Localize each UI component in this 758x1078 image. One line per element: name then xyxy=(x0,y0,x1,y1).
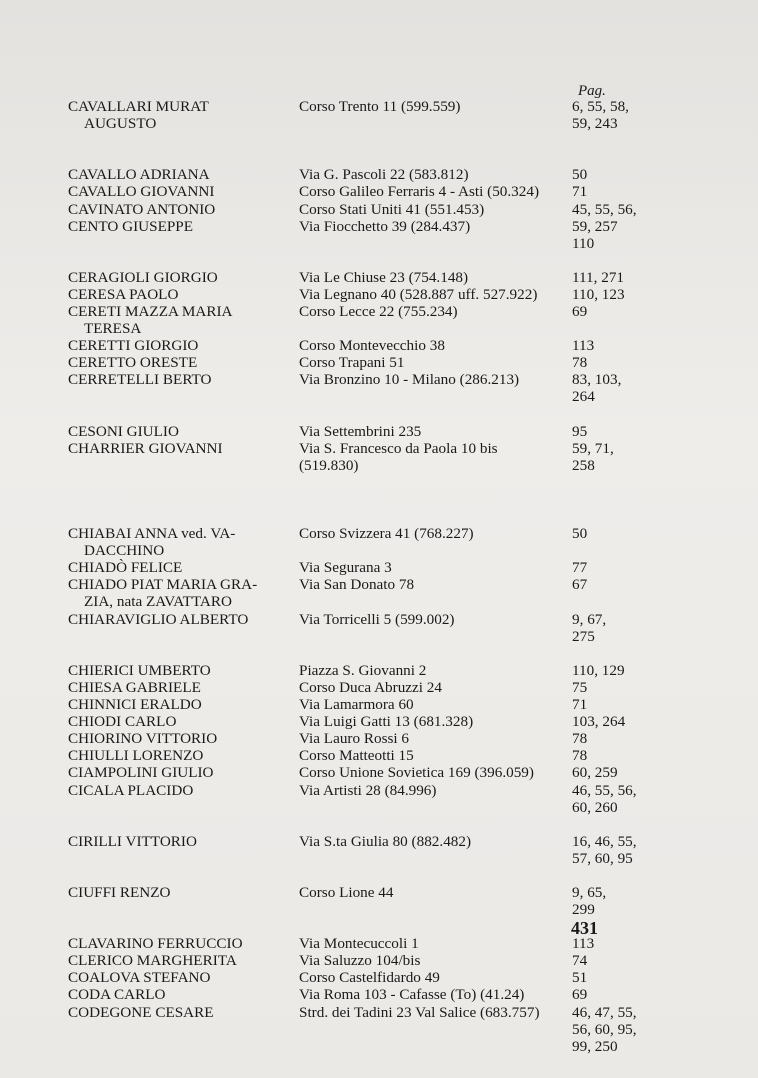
entry-name xyxy=(68,969,293,986)
entry-address xyxy=(299,166,571,183)
entry-pages xyxy=(572,559,652,576)
entry-address-line: Corso Castelfidardo 49 xyxy=(299,969,440,987)
entry-pages xyxy=(572,696,652,713)
entry-name-line: CHINNICI ERALDO xyxy=(68,696,202,713)
entry-address-line: Corso Montevecchio 38 xyxy=(299,337,445,355)
entry-pages-line: 110 xyxy=(572,234,595,252)
index-entry xyxy=(0,269,758,286)
entry-pages xyxy=(572,303,652,320)
entry-pages xyxy=(572,423,652,440)
entry-address xyxy=(299,935,571,952)
entry-address xyxy=(299,218,571,235)
entry-name xyxy=(68,166,293,183)
index-entry xyxy=(0,337,758,354)
entry-pages xyxy=(572,354,652,371)
entry-address-line: Corso Trento 11 (599.559) xyxy=(299,98,461,115)
entry-pages-line: 78 xyxy=(572,354,588,372)
entry-pages xyxy=(572,969,652,986)
entry-address xyxy=(299,423,571,440)
entry-pages-line: 103, 264 xyxy=(572,713,626,731)
entry-name-line: CENTO GIUSEPPE xyxy=(68,217,194,235)
entry-name-line: CHIERICI UMBERTO xyxy=(68,661,211,679)
index-entry xyxy=(0,183,758,200)
entry-name-line: CIRILLI VITTORIO xyxy=(68,832,197,850)
entry-address-line: Via Artisti 28 (84.996) xyxy=(299,781,437,799)
entry-name-line: CIAMPOLINI GIULIO xyxy=(68,764,214,782)
entry-address-line: Via Bronzino 10 - Milano (286.213) xyxy=(299,371,520,389)
entry-address-line: Corso Stati Uniti 41 (551.453) xyxy=(299,200,485,218)
index-entry xyxy=(0,303,758,337)
entry-address-line: Via Segurana 3 xyxy=(299,559,392,577)
entry-address-line: Corso Unione Sovietica 169 (396.059) xyxy=(299,764,534,782)
index-entry xyxy=(0,286,758,303)
entry-address xyxy=(299,354,571,371)
entry-name-line: CHIABAI ANNA ved. VA- xyxy=(68,525,236,543)
entry-address xyxy=(299,559,571,576)
entry-address-line: Corso Lione 44 xyxy=(299,883,394,901)
entry-pages-line: 67 xyxy=(572,576,588,594)
entry-address xyxy=(299,696,571,713)
entry-address-line: Corso Svizzera 41 (768.227) xyxy=(299,525,474,543)
entry-address xyxy=(299,440,571,474)
index-entry xyxy=(0,662,758,679)
entry-address xyxy=(299,952,571,969)
entry-name-line: ZIA, nata ZAVATTARO xyxy=(84,593,232,611)
entry-pages-line: 113 xyxy=(572,935,595,953)
entry-name-line: CHIADÒ FELICE xyxy=(68,559,183,577)
entry-address-line: Via Lauro Rossi 6 xyxy=(299,730,410,748)
entry-pages-line: 77 xyxy=(572,559,588,577)
entry-pages-line: 75 xyxy=(572,678,588,696)
entry-address-line: Corso Trapani 51 xyxy=(299,354,405,372)
entry-pages xyxy=(572,764,652,781)
entry-name-line: CLAVARINO FERRUCCIO xyxy=(68,935,243,953)
entry-pages xyxy=(572,611,652,645)
entry-pages xyxy=(572,337,652,354)
entry-address xyxy=(299,713,571,730)
index-entry xyxy=(0,166,758,183)
entry-address-line: Via Montecuccoli 1 xyxy=(299,935,419,953)
entry-pages-line: 95 xyxy=(572,422,588,440)
entry-address xyxy=(299,269,571,286)
entry-name xyxy=(68,986,293,1003)
entry-name-line: CICALA PLACIDO xyxy=(68,781,194,799)
entry-address xyxy=(299,337,571,354)
entry-address xyxy=(299,303,571,320)
entry-address-line: Corso Matteotti 15 xyxy=(299,747,414,765)
index-entry xyxy=(0,611,758,645)
entry-address xyxy=(299,986,571,1003)
entry-pages xyxy=(572,679,652,696)
entry-address-line: Via San Donato 78 xyxy=(299,576,415,594)
entry-name-line: CHIARAVIGLIO ALBERTO xyxy=(68,610,249,628)
entry-name xyxy=(68,730,293,747)
entry-address xyxy=(299,833,571,850)
entry-pages-line: 56, 60, 95, xyxy=(572,1020,637,1038)
entry-address-line: Corso Duca Abruzzi 24 xyxy=(299,678,442,696)
entry-address xyxy=(299,525,571,542)
entry-address xyxy=(299,98,571,115)
entry-name-line: CODA CARLO xyxy=(68,986,166,1004)
entry-name-line: CLERICO MARGHERITA xyxy=(68,952,237,970)
entry-name xyxy=(68,183,293,200)
entry-name-line: CERAGIOLI GIORGIO xyxy=(68,268,218,286)
page-number: 431 xyxy=(571,918,598,938)
entry-pages xyxy=(572,986,652,1003)
entry-pages-line: 57, 60, 95 xyxy=(572,849,633,867)
entry-pages-line: 59, 71, xyxy=(572,439,614,457)
index-entry xyxy=(0,747,758,764)
entry-name xyxy=(68,286,293,303)
entry-name-line: CAVALLO GIOVANNI xyxy=(68,183,215,201)
entry-name xyxy=(68,201,293,218)
index-entry xyxy=(0,559,758,576)
entry-address xyxy=(299,183,571,200)
entry-address-line: Corso Galileo Ferraris 4 - Asti (50.324) xyxy=(299,183,540,201)
index-entry xyxy=(0,764,758,781)
entry-address-line: Via Torricelli 5 (599.002) xyxy=(299,610,455,628)
index-entry xyxy=(0,576,758,610)
entry-name-line: CHIULLI LORENZO xyxy=(68,747,204,765)
entry-address-line: Via Luigi Gatti 13 (681.328) xyxy=(299,713,474,731)
entry-name xyxy=(68,696,293,713)
entry-name-line: CESONI GIULIO xyxy=(68,422,179,440)
entry-pages xyxy=(572,662,652,679)
index-entry xyxy=(0,696,758,713)
entry-pages xyxy=(572,166,652,183)
entry-name-line: CERESA PAOLO xyxy=(68,285,179,303)
entry-name xyxy=(68,747,293,764)
entry-address-line: Via Saluzzo 104/bis xyxy=(299,952,421,970)
index-entry xyxy=(0,782,758,816)
entry-address-line: Piazza S. Giovanni 2 xyxy=(299,661,427,679)
index-entry xyxy=(0,884,758,918)
entry-pages-line: 6, 55, 58, xyxy=(572,98,629,115)
entry-address-line: Via Lamarmora 60 xyxy=(299,696,414,713)
entry-pages-line: 50 xyxy=(572,166,588,184)
entry-address-line: Via G. Pascoli 22 (583.812) xyxy=(299,166,469,184)
entry-name-line: CAVINATO ANTONIO xyxy=(68,200,216,218)
entry-address xyxy=(299,662,571,679)
entry-pages-line: 99, 250 xyxy=(572,1037,618,1055)
entry-name-line: CAVALLARI MURAT xyxy=(68,98,209,115)
entry-address-line: Via Legnano 40 (528.887 uff. 527.922) xyxy=(299,285,538,303)
entry-address-line: Via S.ta Giulia 80 (882.482) xyxy=(299,832,472,850)
entry-address xyxy=(299,576,571,593)
entry-address xyxy=(299,884,571,901)
entry-pages xyxy=(572,440,652,474)
entry-pages xyxy=(572,1004,652,1055)
entry-pages-line: 45, 55, 56, xyxy=(572,200,637,218)
entry-pages-line: 60, 260 xyxy=(572,798,618,816)
entry-pages xyxy=(572,884,652,918)
entry-pages-line: 299 xyxy=(572,900,595,918)
entry-name xyxy=(68,611,293,628)
entry-name xyxy=(68,884,293,901)
entry-pages xyxy=(572,218,652,252)
entry-name xyxy=(68,559,293,576)
entry-pages xyxy=(572,98,652,132)
entry-pages-line: 9, 65, xyxy=(572,883,607,901)
entry-address-line: Via Settembrini 235 xyxy=(299,422,422,440)
entry-name-line: CHIADO PIAT MARIA GRA- xyxy=(68,576,258,594)
index-entry xyxy=(0,354,758,371)
entry-pages-line: 16, 46, 55, xyxy=(572,832,637,850)
entry-name-line: AUGUSTO xyxy=(84,115,157,133)
index-entry xyxy=(0,525,758,559)
entry-name xyxy=(68,833,293,850)
entry-pages-line: 83, 103, xyxy=(572,371,622,389)
entry-name xyxy=(68,952,293,969)
entry-name-line: CHIESA GABRIELE xyxy=(68,678,201,696)
entry-name xyxy=(68,525,293,559)
entry-pages-line: 59, 243 xyxy=(572,115,618,133)
entry-name-line: CERETTO ORESTE xyxy=(68,354,198,372)
entry-pages-line: 51 xyxy=(572,969,588,987)
entry-name-line: CAVALLO ADRIANA xyxy=(68,166,210,184)
index-entry xyxy=(0,713,758,730)
index-entry xyxy=(0,935,758,952)
entry-pages-line: 113 xyxy=(572,337,595,355)
entry-name xyxy=(68,1004,293,1021)
entry-address-line: (519.830) xyxy=(299,456,359,474)
entry-pages xyxy=(572,525,652,542)
pag-column-header: Pag. xyxy=(578,83,606,99)
entry-address-line: Via S. Francesco da Paola 10 bis xyxy=(299,439,498,457)
entry-pages-line: 9, 67, xyxy=(572,610,607,628)
entry-name-line: CODEGONE CESARE xyxy=(68,1003,214,1021)
index-entry xyxy=(0,1004,758,1055)
entry-name-line: TERESA xyxy=(84,320,142,338)
entry-pages xyxy=(572,201,652,218)
index-entry xyxy=(0,679,758,696)
entry-pages xyxy=(572,576,652,593)
entry-name-line: DACCHINO xyxy=(84,542,165,560)
index-entry xyxy=(0,986,758,1003)
entry-name xyxy=(68,662,293,679)
entry-address-line: Via Roma 103 - Cafasse (To) (41.24) xyxy=(299,986,525,1004)
entry-address xyxy=(299,764,571,781)
entry-name xyxy=(68,576,293,610)
entry-address xyxy=(299,969,571,986)
entry-name-line: CHIODI CARLO xyxy=(68,713,177,731)
entry-pages-line: 46, 47, 55, xyxy=(572,1003,637,1021)
entry-pages-line: 60, 259 xyxy=(572,764,618,782)
entry-address xyxy=(299,611,571,628)
entry-pages-line: 71 xyxy=(572,183,588,201)
entry-pages xyxy=(572,782,652,816)
entry-pages-line: 74 xyxy=(572,952,588,970)
entry-name-line: CIUFFI RENZO xyxy=(68,883,171,901)
index-entry xyxy=(0,730,758,747)
entry-name xyxy=(68,679,293,696)
index-entry xyxy=(0,440,758,508)
entry-pages-line: 46, 55, 56, xyxy=(572,781,637,799)
entry-pages xyxy=(572,183,652,200)
index-entry xyxy=(0,98,758,149)
entry-name xyxy=(68,337,293,354)
entry-pages xyxy=(572,713,652,730)
entry-name-line: CHARRIER GIOVANNI xyxy=(68,439,223,457)
entry-address-line: Via Le Chiuse 23 (754.148) xyxy=(299,268,469,286)
entry-pages-line: 111, 271 xyxy=(572,268,625,286)
entry-name xyxy=(68,98,293,132)
entry-pages-line: 258 xyxy=(572,456,595,474)
entry-name-line: CERETTI GIORGIO xyxy=(68,337,199,355)
entry-address xyxy=(299,201,571,218)
entry-pages-line: 110, 123 xyxy=(572,285,625,303)
entry-pages-line: 69 xyxy=(572,303,588,320)
entry-name xyxy=(68,218,293,235)
entry-address xyxy=(299,782,571,799)
entry-address xyxy=(299,371,571,388)
entry-name-line: CERETI MAZZA MARIA xyxy=(68,303,233,320)
entry-address-line: Strd. dei Tadini 23 Val Salice (683.757) xyxy=(299,1003,540,1021)
index-entry xyxy=(0,969,758,986)
entry-name xyxy=(68,303,293,337)
index-entry xyxy=(0,371,758,405)
entry-pages xyxy=(572,833,652,867)
entry-name xyxy=(68,371,293,388)
entry-pages xyxy=(572,952,652,969)
entry-pages-line: 71 xyxy=(572,696,588,713)
entry-pages-line: 264 xyxy=(572,388,595,406)
entry-address xyxy=(299,747,571,764)
entry-pages xyxy=(572,730,652,747)
entry-name-line: CHIORINO VITTORIO xyxy=(68,730,218,748)
entry-name xyxy=(68,782,293,799)
entry-address xyxy=(299,286,571,303)
entry-pages-line: 50 xyxy=(572,525,588,543)
entry-pages-line: 275 xyxy=(572,627,595,645)
entry-name xyxy=(68,269,293,286)
entry-name xyxy=(68,354,293,371)
index-entry xyxy=(0,952,758,969)
entry-address-line: Corso Lecce 22 (755.234) xyxy=(299,303,458,320)
entry-pages-line: 69 xyxy=(572,986,588,1004)
index-entry xyxy=(0,201,758,218)
entry-address xyxy=(299,679,571,696)
index-entry xyxy=(0,833,758,867)
entry-address xyxy=(299,730,571,747)
entry-address-line: Via Fiocchetto 39 (284.437) xyxy=(299,217,471,235)
entry-pages-line: 78 xyxy=(572,747,588,765)
entry-name xyxy=(68,764,293,781)
entry-pages xyxy=(572,371,652,405)
entry-name xyxy=(68,713,293,730)
entry-pages xyxy=(572,269,652,286)
entry-name xyxy=(68,935,293,952)
entry-name-line: COALOVA STEFANO xyxy=(68,969,211,987)
index-entry xyxy=(0,218,758,252)
entry-pages-line: 59, 257 xyxy=(572,217,618,235)
entry-name xyxy=(68,423,293,440)
entry-pages-line: 78 xyxy=(572,730,588,748)
entry-pages xyxy=(572,286,652,303)
entry-address xyxy=(299,1004,571,1021)
entry-pages-line: 110, 129 xyxy=(572,661,625,679)
entry-pages xyxy=(572,747,652,764)
entry-name xyxy=(68,440,293,457)
entry-name-line: CERRETELLI BERTO xyxy=(68,371,212,389)
index-entry xyxy=(0,423,758,440)
